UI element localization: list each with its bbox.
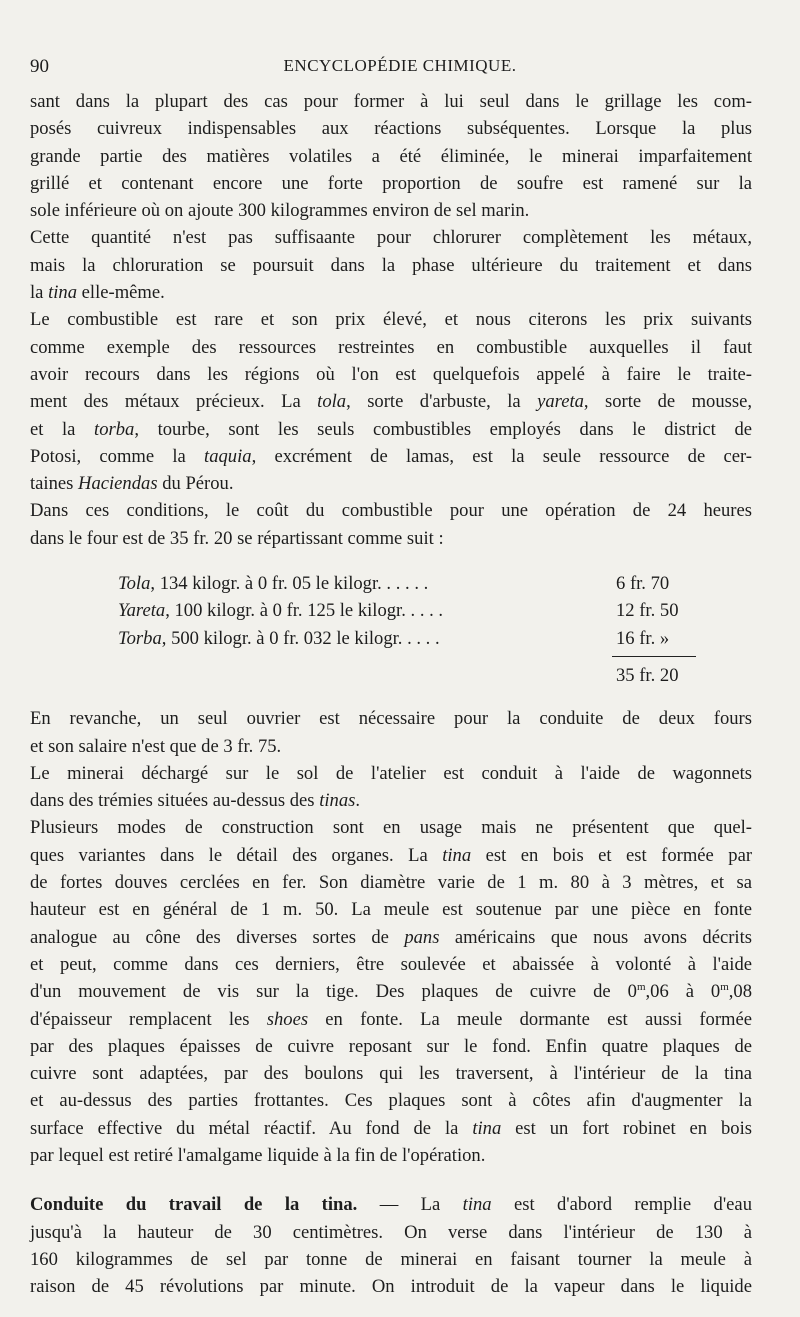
paragraph-5: [30, 705, 752, 760]
paragraph-8: [30, 1191, 752, 1300]
table-row: [30, 597, 752, 624]
text-line: sole inférieure où on ajoute 300 kilogrammes environ de sel marin.: [30, 200, 530, 222]
italic-term: Haciendas: [78, 473, 158, 495]
text-line: la tina elle-même.: [30, 282, 165, 304]
text-line: Dans ces conditions, le coût du combustible pour une opération de 24 heures: [30, 500, 752, 522]
text-line: ment des métaux précieux. La tola, sorte d'arbuste, la yareta, sorte de mousse,: [30, 391, 753, 413]
text-line: de fortes douves cerclées en fer. Son diamètre varie de 1 m. 80 à 3 mètres, et sa: [30, 872, 752, 894]
row-description: Torba, 500 kilogr. à 0 fr. 032 le kilogr. . . . .: [118, 627, 440, 649]
italic-term: tina: [442, 844, 472, 866]
text-line: hauteur est en général de 1 m. 50. La meule est soutenue par une pièce en fonte: [30, 899, 752, 921]
text-line: et au-dessus des parties frottantes. Ces plaques sont à côtes afin d'augmenter la: [30, 1090, 752, 1112]
text-line: par lequel est retiré l'amalgame liquide à la fin de l'opération.: [30, 1144, 486, 1166]
text-line: d'un mouvement de vis sur la tige. Des plaques de cuivre de 0$^m$,06 à 0$^m$,08: [30, 981, 753, 1003]
text-line: et son salaire n'est que de 3 fr. 75.: [30, 735, 282, 757]
italic-term: taquia: [204, 445, 252, 467]
text-line: dans le four est de 35 fr. 20 se répartissant comme suit :: [30, 527, 444, 549]
italic-term: yareta: [537, 391, 584, 413]
page-header: [0, 56, 800, 82]
italic-term: shoes: [266, 1008, 309, 1030]
text-line: sant dans la plupart des cas pour former à lui seul dans le grillage les com-: [30, 91, 752, 112]
text-line: cuivre sont adaptées, par des boulons qui les traversent, à l'intérieur de la tina: [30, 1063, 752, 1085]
table-row: [30, 625, 752, 652]
table-total: [30, 662, 752, 689]
text-line: d'épaisseur remplacent les shoes en fonte. La meule dormante est aussi formée: [30, 1008, 752, 1030]
italic-term: tina: [48, 282, 78, 304]
text-line: Potosi, comme la taquia, excrément de lamas, est la seule ressource de cer-: [30, 445, 752, 467]
text-line: En revanche, un seul ouvrier est nécessaire pour la conduite de deux fours: [30, 708, 752, 730]
text-line: Plusieurs modes de construction sont en usage mais ne présentent que quel-: [30, 817, 752, 839]
row-value: 6 fr. 70: [616, 573, 670, 595]
text-line: grillé et contenant encore une forte proportion de soufre est ramené sur la: [30, 172, 752, 194]
total-value: 35 fr. 20: [616, 664, 679, 686]
text-line: jusqu'à la hauteur de 30 centimètres. On verse dans l'intérieur de 130 à: [30, 1221, 752, 1243]
italic-term: tina: [472, 1117, 502, 1139]
italic-term: tinas: [319, 790, 356, 812]
text-line: grande partie des matières volatiles a été éliminée, le minerai imparfaitement: [30, 145, 752, 167]
paragraph-1: [30, 88, 752, 224]
text-line: dans des trémies situées au-dessus des tinas.: [30, 790, 361, 812]
row-value: 12 fr. 50: [616, 600, 679, 622]
text-line: analogue au cône des diverses sortes de pans américains que nous avons décrits: [30, 926, 752, 948]
italic-term: pans: [404, 926, 440, 948]
text-line: 160 kilogrammes de sel par tonne de minerai en faisant tourner la meule à: [30, 1248, 752, 1270]
text-line: raison de 45 révolutions par minute. On introduit de la vapeur dans le liquide: [30, 1276, 752, 1298]
text-line: Cette quantité n'est pas suffisaante pour chlorurer complètement les métaux,: [30, 227, 752, 249]
text-line: surface effective du métal réactif. Au fond de la tina est un fort robinet en bois: [30, 1117, 753, 1139]
text-line: mais la chloruration se poursuit dans la phase ultérieure du traitement et dans: [30, 254, 752, 276]
text-line: Conduite du travail de la tina. — La tina est d'abord remplie d'eau: [30, 1194, 752, 1216]
text-line: et la torba, tourbe, sont les seuls combustibles employés dans le district de: [30, 418, 752, 440]
text-line: avoir recours dans les régions où l'on est quelquefois appelé à faire le traite-: [30, 363, 752, 385]
text-line: comme exemple des ressources restreintes en combustible auxquelles il faut: [30, 336, 752, 358]
text-line: et peut, comme dans ces derniers, être soulevée et abaissée à volonté à l'aide: [30, 953, 752, 975]
text-line: posés cuivreux indispensables aux réactions subséquentes. Lorsque la plus: [30, 118, 752, 140]
text-line: par des plaques épaisses de cuivre reposant sur le fond. Enfin quatre plaques de: [30, 1035, 752, 1057]
fuel-cost-table: [30, 570, 752, 689]
text-line: ques variantes dans le détail des organes. La tina est en bois et est formée par: [30, 844, 753, 866]
page-number: 90: [30, 56, 49, 77]
paragraph-6: [30, 760, 752, 815]
italic-term: torba: [94, 418, 135, 440]
text-line: Le combustible est rare et son prix élevé, et nous citerons les prix suivants: [30, 309, 752, 331]
paragraph-7: [30, 814, 752, 1169]
row-description: Tola, 134 kilogr. à 0 fr. 05 le kilogr. . . . . .: [118, 573, 429, 595]
paragraph-3: [30, 306, 752, 497]
body-text: [30, 88, 752, 1300]
italic-term: tola: [317, 391, 347, 413]
row-description: Yareta, 100 kilogr. à 0 fr. 125 le kilogr. . . . .: [118, 600, 444, 622]
table-row: [30, 570, 752, 597]
paragraph-2: [30, 224, 752, 306]
text-line: Le minerai déchargé sur le sol de l'atelier est conduit à l'aide de wagonnets: [30, 762, 752, 784]
running-title: ENCYCLOPÉDIE CHIMIQUE.: [283, 56, 517, 75]
paragraph-4: [30, 497, 752, 552]
row-value: 16 fr. »: [616, 627, 670, 649]
text-line: taines Haciendas du Pérou.: [30, 473, 234, 495]
sum-rule: [30, 652, 752, 662]
section-heading: Conduite du travail de la tina.: [30, 1194, 358, 1216]
italic-term: tina: [462, 1194, 492, 1216]
